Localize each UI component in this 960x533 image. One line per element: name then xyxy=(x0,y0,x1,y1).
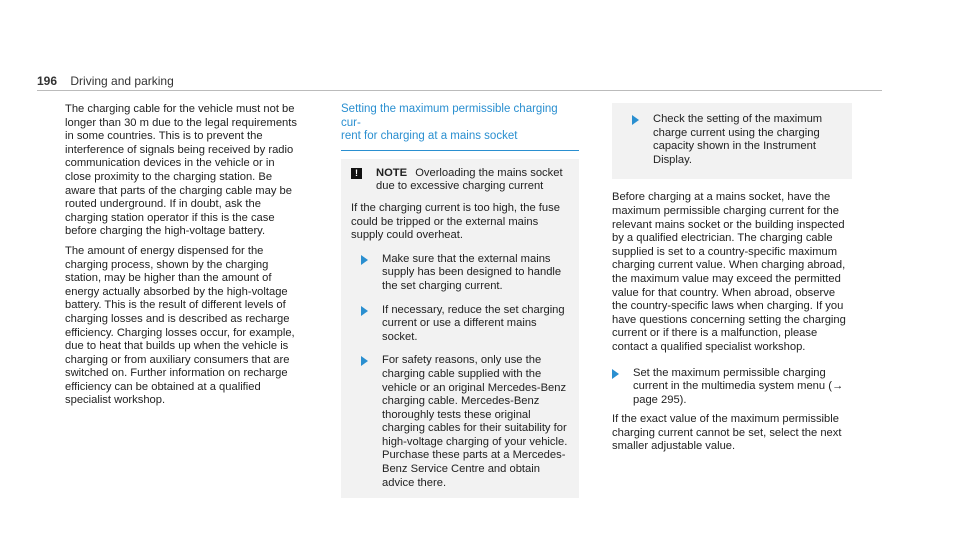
step-arrow-icon xyxy=(361,356,368,366)
instruction-step xyxy=(612,367,852,408)
page-number: 196 xyxy=(37,74,58,88)
note-label: NOTE xyxy=(376,166,408,179)
check-step xyxy=(632,113,842,167)
column-2 xyxy=(341,103,579,498)
warning-icon: ! xyxy=(351,168,362,179)
note-title: Overloading the mains socket due to excessive charging current xyxy=(376,166,563,193)
column-1 xyxy=(65,103,303,414)
note-header xyxy=(351,167,569,194)
step-arrow-icon xyxy=(361,255,368,265)
section-heading xyxy=(341,103,579,144)
paragraph-exact-value: If the exact value of the maximum permissible charging current cannot be set, select the next smaller adjustable value. xyxy=(612,413,842,453)
page-header xyxy=(37,74,174,88)
paragraph-before-charging: Before charging at a mains socket, have the maximum permissible charging current for the relevant mains socket or the building inspected by a qualified electrician. The charging cable supplied is set to a country-specific maximum charging current value. When charging abroad, the maximum value may exceed the permitted value for that country. When abroad, observe the country-specific laws when charging. If you have questions concerning setting the charging current or if there is a malfunction, please contact a qualified specialist workshop. xyxy=(612,191,846,353)
paragraph-cable-length: The charging cable for the vehicle must not be longer than 30 m due to the legal requirements in some countries. This is to prevent the interference of signals being received by radio communication devices in the vehicle or in close proximity to the charging station. Be aware that parts of the charging cable may be routed underground. If in doubt, ask the charging station operator if this is the case before charging the high-voltage battery. xyxy=(65,103,297,238)
section-heading-line-1: Setting the maximum permissible charging cur- xyxy=(341,103,558,129)
section-heading-line-2: rent for charging at a mains socket xyxy=(341,130,518,143)
check-box xyxy=(612,103,852,179)
column-3 xyxy=(612,103,852,460)
note-step xyxy=(361,253,569,294)
note-step xyxy=(361,354,569,490)
paragraph-energy-dispensed: The amount of energy dispensed for the charging process, shown by the charging station, may be higher than the amount of energy actually absorbed by the high-voltage battery. This is the result of different levels of charging losses and is described as recharge efficiency. Charging losses occur, for example, due to heat that builds up when the vehicle is charging or from auxiliary consumers that are switched on. Further information on recharge efficiency can be obtained at a qualified specialist workshop. xyxy=(65,244,295,407)
note-body: If the charging current is too high, the fuse could be tripped or the external mains supply could overheat. xyxy=(351,201,560,242)
note-step xyxy=(361,304,569,345)
step-arrow-icon xyxy=(612,369,619,379)
section-title: Driving and parking xyxy=(70,74,174,88)
note-step-text: Make sure that the external mains supply has been designed to handle the set charging current. xyxy=(382,252,562,292)
check-step-text: Check the setting of the maximum charge current using the charging capacity shown in the Instrument Display. xyxy=(653,113,823,166)
note-step-text: If necessary, reduce the set charging current or use a different mains socket. xyxy=(382,303,565,343)
step-arrow-icon xyxy=(361,306,368,316)
instruction-step-text: Set the maximum permissible charging current in the multimedia system menu (→ page 295). xyxy=(633,366,844,406)
heading-divider xyxy=(341,150,579,151)
note-step-text: For safety reasons, only use the charging cable supplied with the vehicle or an original Mercedes-Benz charging cable. Mercedes-Benz thoroughly tests these original charging cables for their suitability for high-voltage charging of your vehicle. Purchase these parts at a Mercedes-Benz Service Centre and obtain advice there. xyxy=(382,354,568,489)
step-arrow-icon xyxy=(632,115,639,125)
header-divider xyxy=(37,90,882,91)
note-box xyxy=(341,159,579,498)
